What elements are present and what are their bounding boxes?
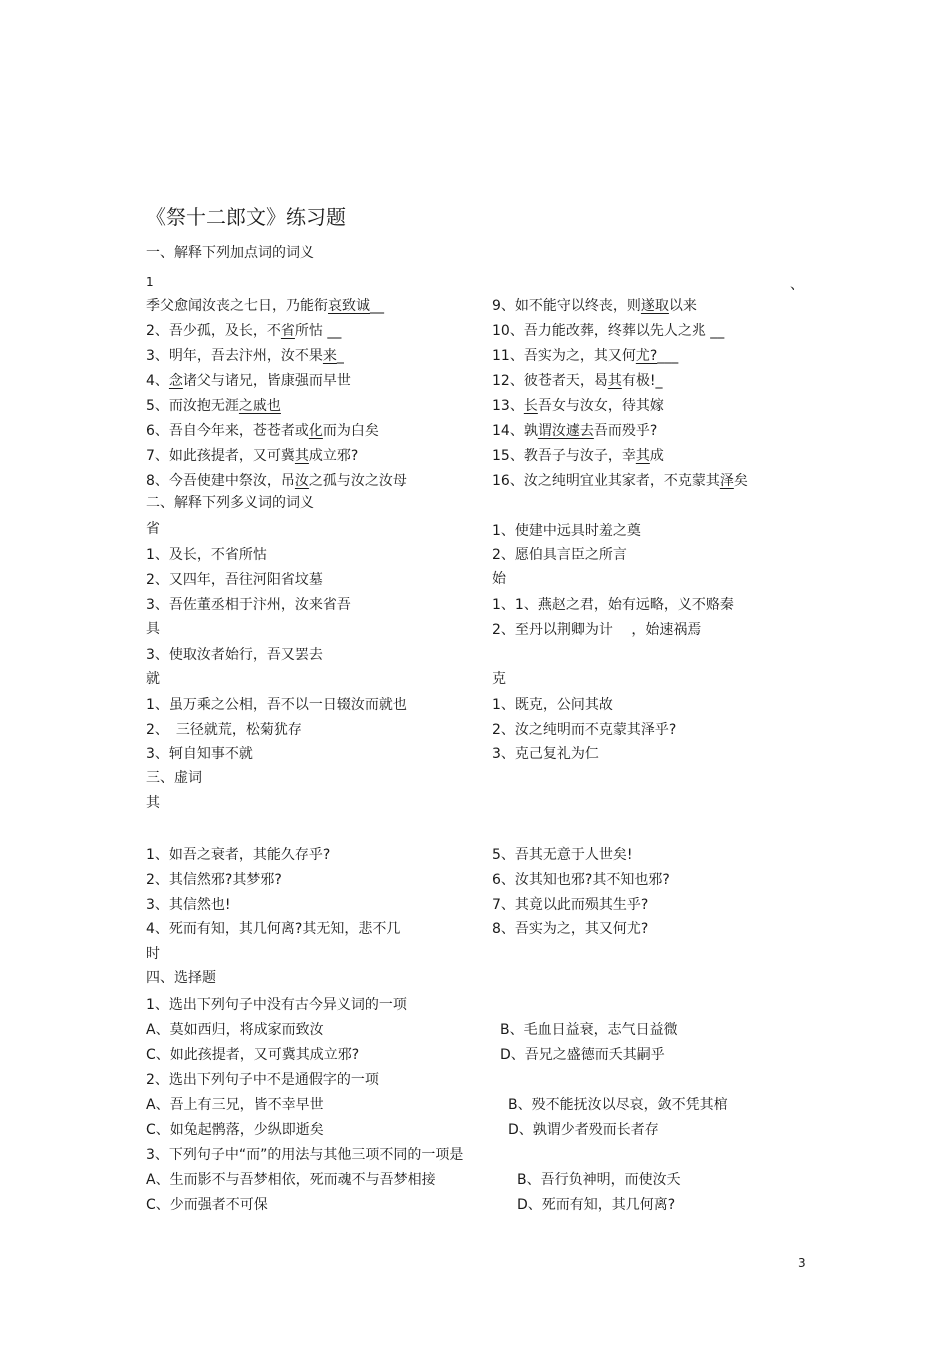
question-stem: 1、选出下列句子中没有古今异义词的一项: [146, 997, 407, 1013]
sentence-text: _: [336, 348, 344, 364]
sentence-text: 8、今吾使建中祭汝，吊: [146, 473, 295, 489]
question-item: [146, 322, 341, 340]
sentence-text: __: [370, 298, 384, 314]
sentence-text: 3、明年，吾去汴州，汝不果: [146, 348, 323, 364]
target-word: 尤?: [635, 348, 658, 364]
question-item: [146, 472, 407, 490]
question-item: [492, 322, 724, 340]
sentence-text: 4、: [146, 373, 169, 389]
sentence-text: 9、如不能守以终丧，则: [492, 298, 641, 314]
list-item: 3、克己复礼为仁: [492, 746, 599, 762]
list-item: 2、其信然邪?其梦邪?: [146, 872, 282, 888]
sentence-text: 之孤与汝之汝母: [308, 473, 407, 489]
section-1-heading: 一、解释下列加点词的词义: [146, 245, 314, 261]
question-item: [492, 297, 697, 315]
sentence-text: 12、彼苍者天，曷: [492, 373, 608, 389]
page-title: 《祭十二郎文》练习题: [146, 205, 346, 229]
sentence-text: 成立邪?: [308, 448, 359, 464]
list-item: 2、至丹以荆卿为计 ，始速祸焉: [492, 622, 702, 638]
target-word: 哀致诚: [328, 298, 370, 314]
list-item: 7、其竟以此而殒其生乎?: [492, 897, 649, 913]
sentence-text: 吾而殁乎?: [593, 423, 658, 439]
sentence-text: 季父愈闻汝丧之七日，乃能衔: [146, 298, 328, 314]
sentence-text: 有极!_: [621, 373, 663, 389]
target-word: 谓汝遽去: [537, 423, 594, 439]
list-item: 1、及长，不省所怙: [146, 547, 267, 563]
target-word: 之戚也: [238, 398, 281, 414]
list-item: 就: [146, 671, 160, 687]
section-4-heading: 四、选择题: [146, 970, 216, 986]
section-2-heading: 二、解释下列多义词的词义: [146, 495, 314, 511]
list-item: 2、愿伯具言臣之所言: [492, 547, 627, 563]
list-item: 始: [492, 571, 506, 587]
option-b: B、毛血日益衰，志气日益微: [500, 1022, 678, 1038]
list-item: 1、如吾之衰者，其能久存乎?: [146, 847, 331, 863]
list-item: 1、虽万乘之公相，吾不以一日辍汝而就也: [146, 697, 407, 713]
target-word: 来: [322, 348, 337, 364]
sentence-text: 6、吾自今年来，苍苍者或: [146, 423, 309, 439]
list-item: 6、汝其知也邪?其不知也邪?: [492, 872, 670, 888]
list-item: 3、其信然也!: [146, 897, 231, 913]
question-item: [492, 372, 662, 390]
sentence-text: 所怙 __: [294, 323, 342, 339]
question-item: [146, 397, 281, 415]
target-word: 汝: [294, 473, 309, 489]
sentence-text: 16、汝之纯明宜业其家者，不克蒙其: [492, 473, 720, 489]
sentence-text: 7、如此孩提者，又可冀: [146, 448, 295, 464]
sentence-text: 14、孰: [492, 423, 538, 439]
list-item: 1、既克，公问其故: [492, 697, 613, 713]
list-item: 3、轲自知事不就: [146, 746, 253, 762]
option-d: D、死而有知，其几何离?: [517, 1197, 676, 1213]
question-item: [492, 447, 664, 465]
sentence-text: 以来: [668, 298, 697, 314]
list-item: 3、吾佐董丞相于汴州，汝来省吾: [146, 597, 351, 613]
sentence-text: 而为白矣: [322, 423, 379, 439]
list-item: 5、吾其无意于人世矣!: [492, 847, 633, 863]
list-item: 克: [492, 671, 506, 687]
list-item: 8、吾实为之，其又何尤?: [492, 921, 649, 937]
target-word: 其: [294, 448, 309, 464]
question-stem: 2、选出下列句子中不是通假字的一项: [146, 1072, 379, 1088]
option-a: A、吾上有三兄，皆不幸早世: [146, 1097, 324, 1113]
target-word: 遂取: [640, 298, 669, 314]
sentence-text: 吾女与汝女，待其嫁: [537, 398, 664, 414]
option-a: A、莫如西归，将成家而致汝: [146, 1022, 324, 1038]
target-word: 念: [168, 373, 183, 389]
target-word: 化: [308, 423, 323, 439]
list-item: 省: [146, 521, 160, 537]
list-item: 1、使建中远具时羞之奠: [492, 523, 641, 539]
list-item: 2、又四年，吾往河阳省坟墓: [146, 572, 323, 588]
question-stem: 3、下列句子中“而”的用法与其他三项不同的一项是: [146, 1147, 464, 1163]
sentence-text: 成: [649, 448, 664, 464]
sentence-text: 矣: [733, 473, 748, 489]
target-word: 泽: [719, 473, 734, 489]
list-item: 2、汝之纯明而不克蒙其泽乎?: [492, 722, 677, 738]
list-item: 1、1、燕赵之君，始有远略，义不赂秦: [492, 597, 734, 613]
option-c: C、如此孩提者，又可冀其成立邪?: [146, 1047, 360, 1063]
question-item: [146, 422, 379, 440]
question-item: [492, 347, 678, 365]
question-item: [146, 372, 351, 390]
question-number: 1: [146, 275, 154, 289]
sentence-text: 11、吾实为之，其又何: [492, 348, 636, 364]
option-c: C、少而强者不可保: [146, 1197, 268, 1213]
option-a: A、生而影不与吾梦相依，死而魂不与吾梦相接: [146, 1172, 436, 1188]
target-word: 省: [280, 323, 295, 339]
function-word: 其: [146, 795, 160, 811]
list-item: 时: [146, 946, 160, 962]
sentence-text: 10、吾力能改葬，终葬以先人之兆 __: [492, 323, 725, 339]
sentence-text: 诸父与诸兄，皆康强而早世: [182, 373, 351, 389]
stray-mark: 、: [790, 277, 804, 293]
list-item: 具: [146, 621, 160, 637]
question-item: [492, 472, 748, 490]
question-item: [492, 397, 664, 415]
list-item: 2、 三径就荒，松菊犹存: [146, 722, 302, 738]
question-item: [146, 347, 344, 365]
section-3-heading: 三、虚词: [146, 770, 202, 786]
question-item: [146, 297, 384, 315]
question-item: [492, 422, 657, 440]
sentence-text: 15、教吾子与汝子，幸: [492, 448, 636, 464]
target-word: 其: [635, 448, 650, 464]
page-number: 3: [798, 1256, 806, 1270]
option-b: B、吾行负神明，而使汝夭: [517, 1172, 681, 1188]
list-item: 3、使取汝者始行，吾又罢去: [146, 647, 323, 663]
question-item: [146, 447, 358, 465]
sentence-text: 13、: [492, 398, 524, 414]
target-word: 长: [523, 398, 538, 414]
option-b: B、殁不能抚汝以尽哀，敛不凭其棺: [508, 1097, 728, 1113]
option-d: D、孰谓少者殁而长者存: [508, 1122, 659, 1138]
list-item: 4、死而有知，其几何离?其无知，悲不几: [146, 921, 401, 937]
option-d: D、吾兄之盛德而夭其嗣乎: [500, 1047, 665, 1063]
sentence-text: 2、吾少孤，及长，不: [146, 323, 281, 339]
target-word: 其: [607, 373, 622, 389]
sentence-text: ___: [657, 348, 679, 364]
option-c: C、如兔起鹘落，少纵即逝矣: [146, 1122, 324, 1138]
sentence-text: 5、而汝抱无涯: [146, 398, 239, 414]
